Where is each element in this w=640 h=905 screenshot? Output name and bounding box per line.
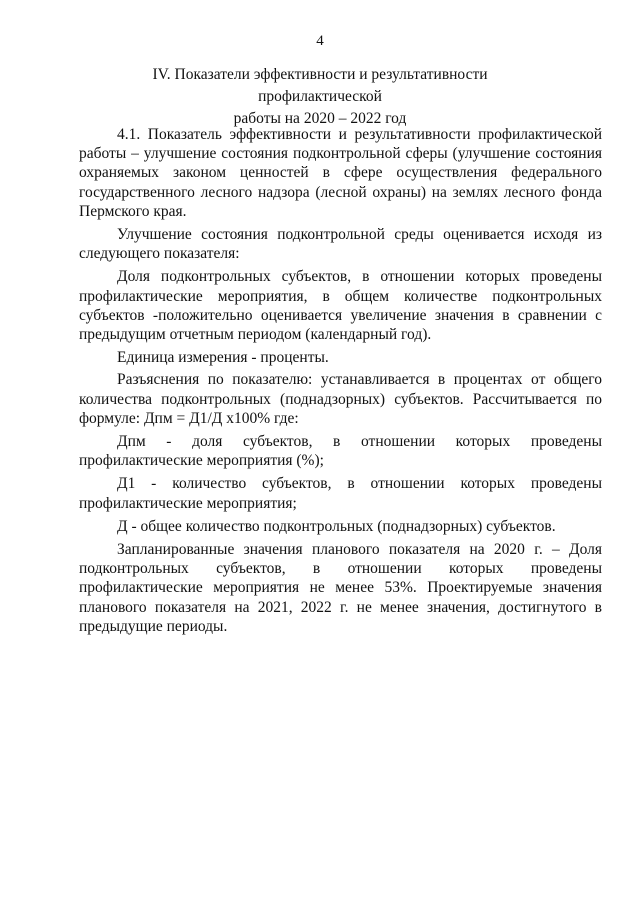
- paragraph-unit: Единица измерения - проценты.: [117, 349, 329, 367]
- section-title-line-1: IV. Показатели эффективности и результативности профилактической: [152, 66, 488, 105]
- paragraph-d-definition: Д - общее количество подконтрольных (поднадзорных) субъектов.: [117, 517, 556, 535]
- paragraph-assessment: Улучшение состояния подконтрольной среды оценивается исходя из следующего показателя:: [79, 226, 602, 263]
- paragraph-d1-definition: Д1 - количество субъектов, в отношении которых проведены профилактические мероприятия;: [79, 475, 602, 512]
- body-text: [79, 125, 602, 640]
- paragraph-formula: Разъяснения по показателю: устанавливается в процентах от общего количества подконтрольных (поднадзорных) субъектов. Рассчитывается по формуле: Дпм = Д1/Д х100% где:: [79, 371, 602, 427]
- section-title-line-2: работы на 2020 – 2022 год: [233, 110, 407, 127]
- paragraph-indicator-definition: 4.1. Показатель эффективности и результативности профилактической работы – улучшение состояния подконтрольной сферы (улучшение состояния охраняемых законом ценностей в сфере осуществления федерального государственного лесного надзора (лесной охраны) на землях лесного фонда Пермского края.: [79, 126, 602, 220]
- paragraph-planned-values: Запланированные значения планового показателя на 2020 г. – Доля подконтрольных субъектов, в отношении которых проведены профилактические мероприятия не менее 53%. Проектируемые значения планового показателя на 2021, 2022 г. не менее значения, достигнутого в предыдущие периоды.: [79, 541, 602, 635]
- paragraph-share-definition: Доля подконтрольных субъектов, в отношении которых проведены профилактические мероприятия, в общем количестве подконтрольных субъектов -положительно оценивается увеличение значения в сравнении с предыдущим отчетным периодом (календарный год).: [79, 268, 602, 344]
- section-title: [100, 64, 540, 130]
- page-number: 4: [316, 33, 324, 49]
- paragraph-dpm-definition: Дпм - доля субъектов, в отношении которых проведены профилактические мероприятия (%);: [79, 433, 602, 470]
